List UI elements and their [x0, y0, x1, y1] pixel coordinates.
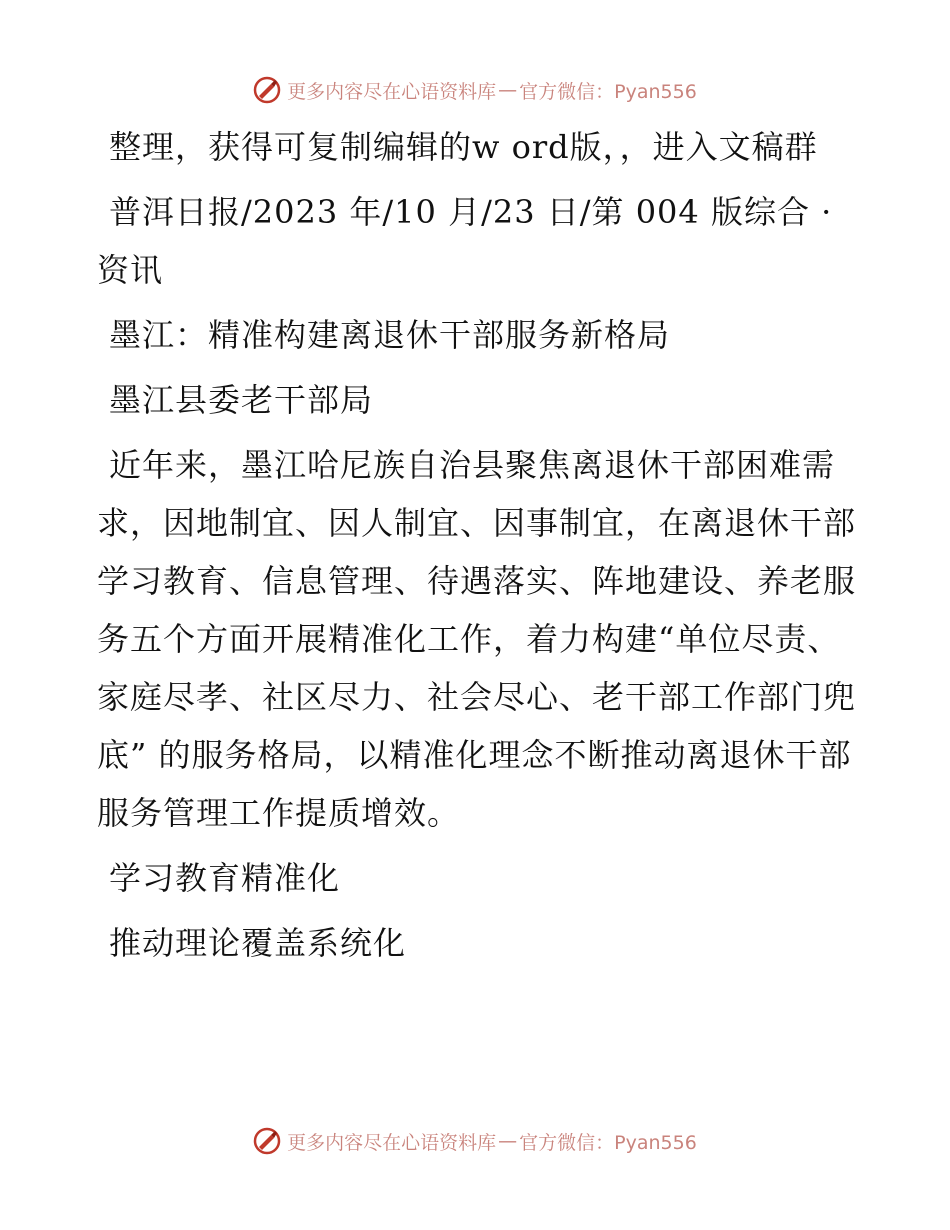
- article-title: [97, 306, 857, 364]
- watermark-separator: —: [498, 1130, 518, 1152]
- footer-watermark: [0, 1123, 950, 1159]
- watermark-text: 更多内容尽在心语资料库: [287, 1131, 497, 1154]
- intro-text: 整理，获得可复制编辑的w ord版，，进入文稿群: [109, 128, 818, 166]
- watermark-separator: —: [498, 79, 518, 101]
- body-paragraph: [97, 436, 857, 842]
- author-text: 墨江县委老干部局: [109, 381, 374, 419]
- subsection-heading-text: 推动理论覆盖系统化: [109, 924, 407, 962]
- watermark-wechat: 官方微信：Pyan556: [519, 80, 697, 103]
- pen-logo-icon: [253, 76, 281, 104]
- source-text: 普洱日报/2023 年/10 月/23 日/第 004 版综合 · 资讯: [97, 193, 833, 289]
- subsection-heading: [97, 914, 857, 972]
- intro-paragraph: [97, 118, 857, 176]
- section-heading-text: 学习教育精准化: [109, 859, 341, 897]
- article-author: [97, 371, 857, 429]
- watermark-text: 更多内容尽在心语资料库: [287, 80, 497, 103]
- source-line: [97, 183, 857, 299]
- pen-logo-icon: [253, 1127, 281, 1155]
- header-watermark: [0, 72, 950, 108]
- section-heading: [97, 849, 857, 907]
- document-body: [97, 118, 857, 972]
- title-text: 墨江：精准构建离退休干部服务新格局: [109, 316, 671, 354]
- body-text: 近年来，墨江哈尼族自治县聚焦离退休干部困难需求，因地制宜、因人制宜、因事制宜，在离退休干部学习教育、信息管理、待遇落实、阵地建设、养老服务五个方面开展精准化工作，着力构建“单位尽责、家庭尽孝、社区尽力、社会尽心、老干部工作部门兜底” 的服务格局，以精准化理念不断推动离退休干部服务管理工作提质增效。: [97, 446, 857, 832]
- watermark-wechat: 官方微信：Pyan556: [519, 1131, 697, 1154]
